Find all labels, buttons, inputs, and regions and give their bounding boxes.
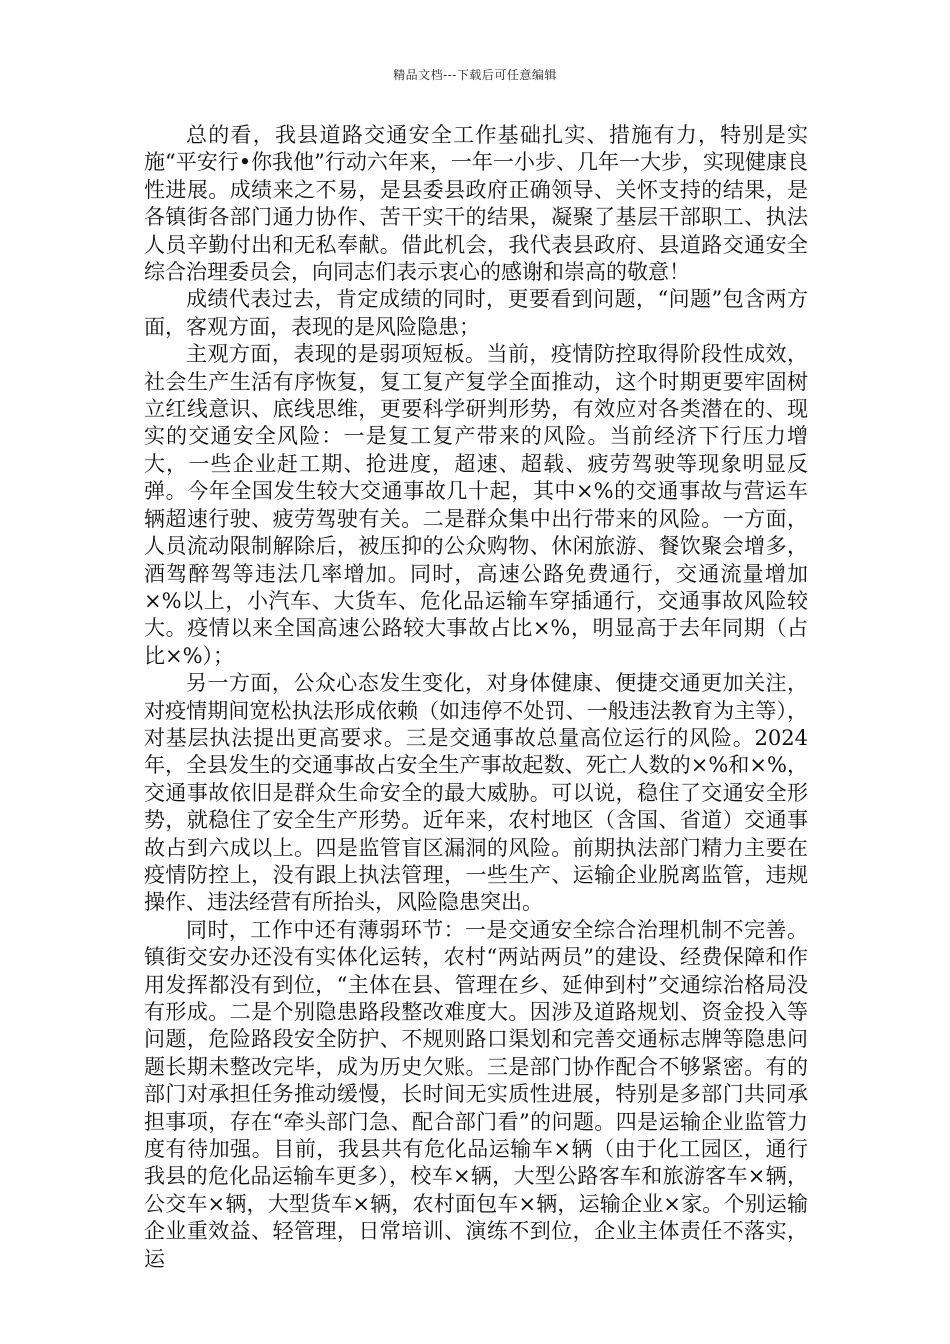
paragraph-achievements: 总的看，我县道路交通安全工作基础扎实、措施有力，特别是实施“平安行•你我他”行动六年来，一年一小步、几年一大步，实现健康良性进展。成绩来之不易，是县委县政府正确领导、关怀支持的结果，是各镇街各部门通力协作、苦干实干的结果，凝聚了基层干部职工、执法人员辛勤付出和无私奉献。借此机会，我代表县政府、县道路交通安全综合治理委员会，向同志们表示衷心的感谢和崇高的敬意！ xyxy=(144,123,808,285)
page-header: 精品文档---下载后可任意编辑 xyxy=(393,68,557,82)
paragraph-weak-links: 同时，工作中还有薄弱环节：一是交通安全综合治理机制不完善。镇街交安办还没有实体化运转，农村“两站两员”的建设、经费保障和作用发挥都没有到位，“主体在县、管理在乡、延伸到村”交通综治格局没有形成。二是个别隐患路段整改难度大。因涉及道路规划、资金投入等问题，危险路段安全防护、不规则路口渠划和完善交通标志牌等隐患问题长期未整改完毕，成为历史欠账。三是部门协作配合不够紧密。有的部门对承担任务推动缓慢，长时间无实质性进展，特别是多部门共同承担事项，存在“牵头部门急、配合部门看”的问题。四是运输企业监管力度有待加强。目前，我县共有危化品运输车×辆（由于化工园区，通行我县的危化品运输车更多），校车×辆，大型公路客车和旅游客车×辆，公交车×辆，大型货车×辆，农村面包车×辆，运输企业×家。个别运输企业重效益、轻管理，日常培训、演练不到位，企业主体责任不落实，运 xyxy=(144,917,808,1271)
paragraph-public-mindset: 另一方面，公众心态发生变化，对身体健康、便捷交通更加关注，对疫情期间宽松执法形成依赖（如违停不处罚、一般违法教育为主等），对基层执法提出更高要求。三是交通事故总量高位运行的风险。2024年，全县发生的交通事故占安全生产事故起数、死亡人数的×%和×%，交通事故依旧是群众生命安全的最大威胁。可以说，稳住了交通安全形势，就稳住了安全生产形势。近年来，农村地区（含国、省道）交通事故占到六成以上。四是监管盲区漏洞的风险。前期执法部门精力主要在疫情防控上，没有跟上执法管理，一些生产、运输企业脱离监管，违规操作、违法经营有所抬头，风险隐患突出。 xyxy=(144,671,808,915)
paragraph-problems-intro: 成绩代表过去，肯定成绩的同时，更要看到问题，“问题”包含两方面，客观方面，表现的是风险隐患； xyxy=(144,287,808,339)
document-body xyxy=(144,122,808,1273)
paragraph-subjective-risks: 主观方面，表现的是弱项短板。当前，疫情防控取得阶段性成效，社会生产生活有序恢复，复工复产复学全面推动，这个时期更要牢固树立红线意识、底线思维，更要科学研判形势，有效应对各类潜在的、现实的交通安全风险：一是复工复产带来的风险。当前经济下行压力增大，一些企业赶工期、抢进度，超速、超载、疲劳驾驶等现象明显反弹。今年全国发生较大交通事故几十起，其中×%的交通事故与营运车辆超速行驶、疲劳驾驶有关。二是群众集中出行带来的风险。一方面，人员流动限制解除后，被压抑的公众购物、休闲旅游、餐饮聚会增多，酒驾醉驾等违法几率增加。同时，高速公路免费通行，交通流量增加×%以上，小汽车、大货车、危化品运输车穿插通行，交通事故风险较大。疫情以来全国高速公路较大事故占比×%，明显高于去年同期（占比×%）； xyxy=(144,342,808,668)
